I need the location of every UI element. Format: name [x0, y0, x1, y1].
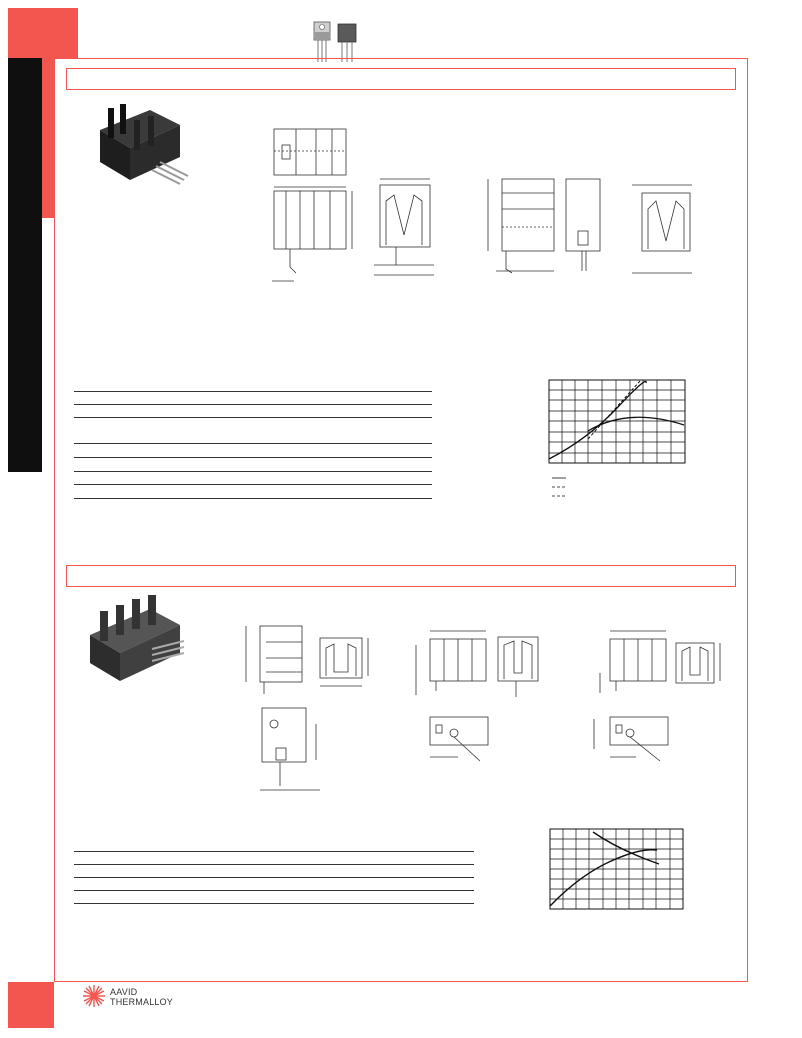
starburst-logo-icon: [82, 984, 106, 1008]
spec-table-rule: [74, 443, 432, 444]
spec-table-rule: [74, 903, 474, 904]
drawing-top-right: [482, 175, 700, 285]
spec-table-rule: [74, 498, 432, 499]
spec-table-rule: [74, 471, 432, 472]
bottom-section-header: [66, 565, 736, 587]
spec-table-rule: [74, 851, 474, 852]
heatsink-photo-top: [90, 100, 190, 195]
drawing-top-left: [268, 125, 438, 290]
spec-table-rule: [74, 484, 432, 485]
performance-graph-bottom: [549, 828, 685, 912]
left-black-sidebar: [8, 58, 42, 472]
spec-table-rule: [74, 864, 474, 865]
brand-name-line2: THERMALLOY: [110, 997, 174, 1007]
spec-table-rule: [74, 890, 474, 891]
brand-name-line1: AAVID: [110, 987, 138, 997]
top-left-red-block: [8, 8, 78, 58]
drawing-bottom-middle: [410, 625, 550, 770]
drawing-bottom-right: [590, 625, 730, 770]
spec-table-rule: [74, 391, 432, 392]
bottom-left-red-block: [8, 982, 54, 1028]
drawing-bottom-left: [240, 620, 380, 795]
performance-graph-top: [548, 379, 688, 504]
left-red-strip: [42, 58, 54, 218]
spec-table-rule: [74, 417, 432, 418]
spec-table-rule: [74, 404, 432, 405]
spec-table-rule: [74, 457, 432, 458]
spec-table-rule: [74, 877, 474, 878]
top-section-header: [66, 68, 736, 90]
heatsink-photo-bottom: [80, 595, 190, 687]
